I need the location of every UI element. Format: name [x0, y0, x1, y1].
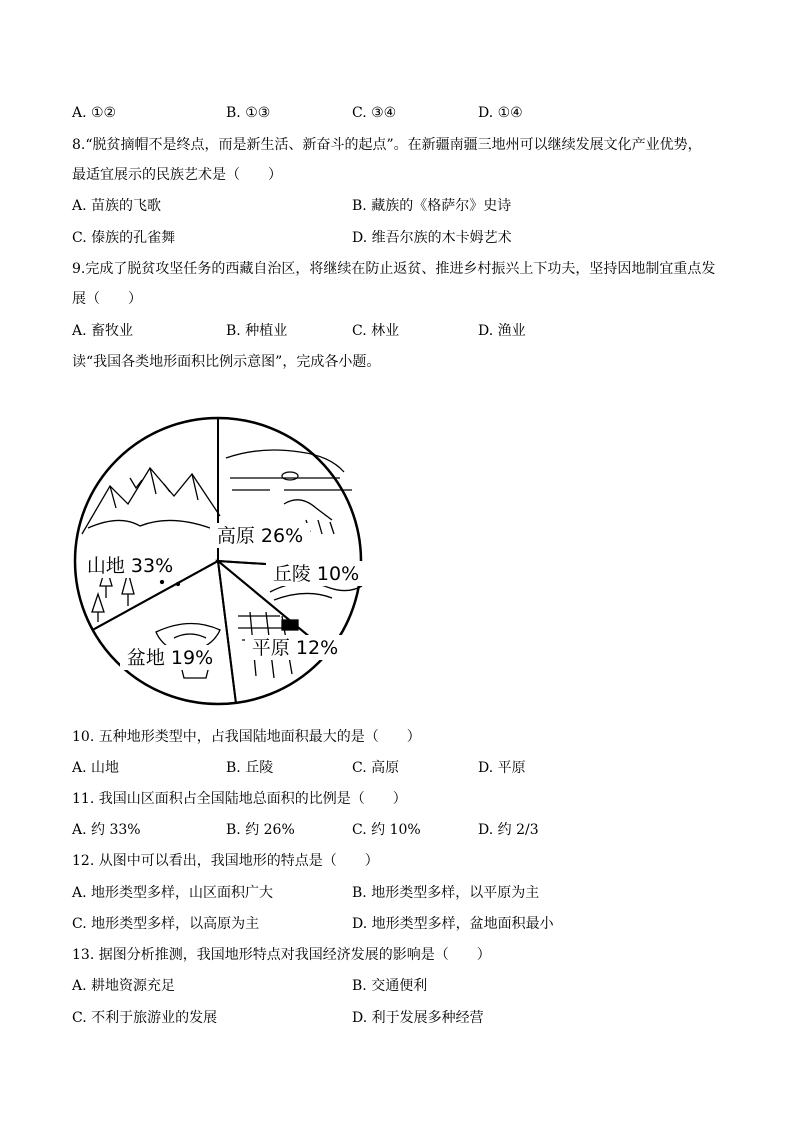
q9-option-a: A. 畜牧业: [72, 323, 134, 339]
q9-stem-line2: 展（ ）: [72, 291, 142, 307]
q12-option-d: D. 地形类型多样，盆地面积最小: [352, 916, 554, 932]
q8-stem-line1: 8.“脱贫摘帽不是终点，而是新生活、新奋斗的起点”。在新疆南疆三地州可以继续发展文化产业优势，: [72, 137, 702, 153]
q11-option-c: C. 约 10%: [352, 822, 421, 838]
intro-text: 读“我国各类地形面积比例示意图”，完成各小题。: [72, 354, 381, 370]
pie-slice-4: [93, 561, 236, 704]
q13-option-d: D. 利于发展多种经营: [352, 1010, 484, 1026]
q9-option-b: B. 种植业: [226, 323, 288, 339]
q12-option-c: C. 地形类型多样，以高原为主: [72, 916, 260, 932]
q11-stem: 11. 我国山区面积占全国陆地总面积的比例是（ ）: [72, 791, 407, 807]
q9-stem-line1: 9.完成了脱贫攻坚任务的西藏自治区，将继续在防止返贫、推进乡村振兴上下功夫，坚持因地制宜重点发: [72, 261, 716, 277]
q11-option-a: A. 约 33%: [72, 822, 141, 838]
q11-option-d: D. 约 2/3: [478, 822, 539, 838]
pie-label-1: 高原 26%: [216, 525, 304, 547]
q7-option-b: B. ①③: [226, 105, 271, 121]
q8-option-c: C. 傣族的孔雀舞: [72, 230, 176, 246]
q8-stem-line2: 最适宜展示的民族艺术是（ ）: [72, 167, 282, 183]
q10-option-d: D. 平原: [478, 760, 526, 776]
terrain-pie-chart: [70, 416, 366, 706]
q7-option-a: A. ①②: [72, 105, 117, 121]
q12-option-a: A. 地形类型多样，山区面积广大: [72, 885, 274, 901]
q10-option-c: C. 高原: [352, 760, 400, 776]
pie-label-3: 平原 12%: [251, 637, 339, 659]
q8-option-a: A. 苗族的飞歌: [72, 198, 162, 214]
q10-stem: 10. 五种地形类型中，占我国陆地面积最大的是（ ）: [72, 729, 421, 745]
q8-option-b: B. 藏族的《格萨尔》史诗: [352, 198, 512, 214]
q13-option-c: C. 不利于旅游业的发展: [72, 1010, 218, 1026]
q11-option-b: B. 约 26%: [226, 822, 295, 838]
q12-stem: 12. 从图中可以看出，我国地形的特点是（ ）: [72, 853, 379, 869]
pie-label-2: 丘陵 10%: [272, 563, 360, 585]
q9-option-c: C. 林业: [352, 323, 400, 339]
q10-option-a: A. 山地: [72, 760, 120, 776]
q13-option-b: B. 交通便利: [352, 978, 428, 994]
q7-option-d: D. ①④: [478, 105, 523, 121]
q10-option-b: B. 丘陵: [226, 760, 274, 776]
q13-option-a: A. 耕地资源充足: [72, 978, 176, 994]
q9-option-d: D. 渔业: [478, 323, 526, 339]
pie-label-5: 山地 33%: [86, 555, 174, 577]
q8-option-d: D. 维吾尔族的木卡姆艺术: [352, 230, 512, 246]
q13-stem: 13. 据图分析推测，我国地形特点对我国经济发展的影响是（ ）: [72, 947, 491, 963]
q7-option-c: C. ③④: [352, 105, 397, 121]
pie-label-4: 盆地 19%: [126, 647, 214, 669]
q12-option-b: B. 地形类型多样，以平原为主: [352, 885, 540, 901]
